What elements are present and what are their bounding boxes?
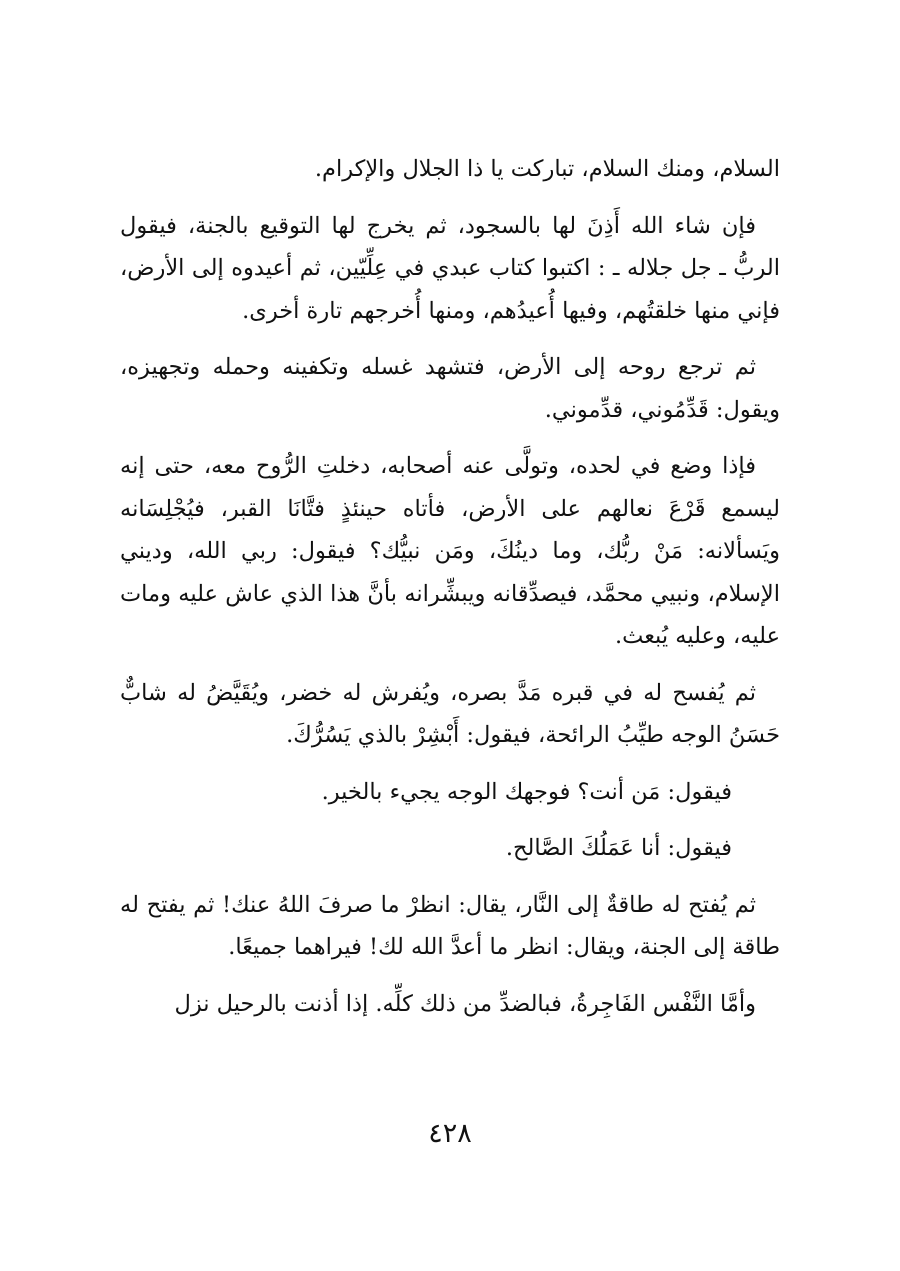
body-text xyxy=(120,148,780,1039)
paragraph: فإن شاء الله أَذِنَ لها بالسجود، ثم يخرج لها التوقيع بالجنة، فيقول الربُّ ـ جل جلاله ـ : اكتبوا كتاب عبدي في عِلِّيّين، ثم أعيدوه إلى الأرض، فإني منها خلقتُهم، وفيها أُعيدُهم، ومنها أُخرجهم تارة أخرى. xyxy=(120,212,780,324)
paragraph: ثم يُفسح له في قبره مَدَّ بصره، ويُفرش له خضر، ويُقَيَّضُ له شابٌّ حَسَنُ الوجه طيِّبُ الرائحة، فيقول: أَبْشِرْ بالذي يَسُرُّكَ. xyxy=(120,679,780,748)
paragraph: السلام، ومنك السلام، تباركت يا ذا الجلال والإكرام. xyxy=(314,156,780,182)
paragraph: فيقول: أنا عَمَلُكَ الصَّالح. xyxy=(505,835,732,861)
page-number: ٤٢٨ xyxy=(428,1118,472,1149)
paragraph: فإذا وضع في لحده، وتولَّى عنه أصحابه، دخلتِ الرُّوح معه، حتى إنه ليسمع قَرْعَ نعالهم على الأرض، فأتاه حينئذٍ فتَّانَا القبر، فيُجْلِسَانه ويَسألانه: مَنْ ربُّك، وما دينُكَ، ومَن نبيُّك؟ فيقول: ربي الله، وديني الإسلام، ونبيي محمَّد، فيصدِّقانه ويبشِّرانه بأنَّ هذا الذي عاش عليه ومات عليه، وعليه يُبعث. xyxy=(120,453,780,649)
paragraph: ثم ترجع روحه إلى الأرض، فتشهد غسله وتكفينه وحمله وتجهيزه، ويقول: قَدِّمُوني، قدِّموني. xyxy=(120,354,780,423)
paragraph: فيقول: مَن أنت؟ فوجهك الوجه يجيء بالخير. xyxy=(321,778,732,805)
paragraph: وأمَّا النَّفْس الفَاجِرةُ، فبالضدِّ من ذلك كلِّه. إذا أذنت بالرحيل نزل xyxy=(174,990,756,1017)
paragraph: ثم يُفتح له طاقةٌ إلى النَّار، يقال: انظرْ ما صرفَ اللهُ عنك! ثم يفتح له طاقة إلى الجنة، ويقال: انظر ما أعدَّ الله لك! فيراهما جميعًا. xyxy=(120,891,780,960)
